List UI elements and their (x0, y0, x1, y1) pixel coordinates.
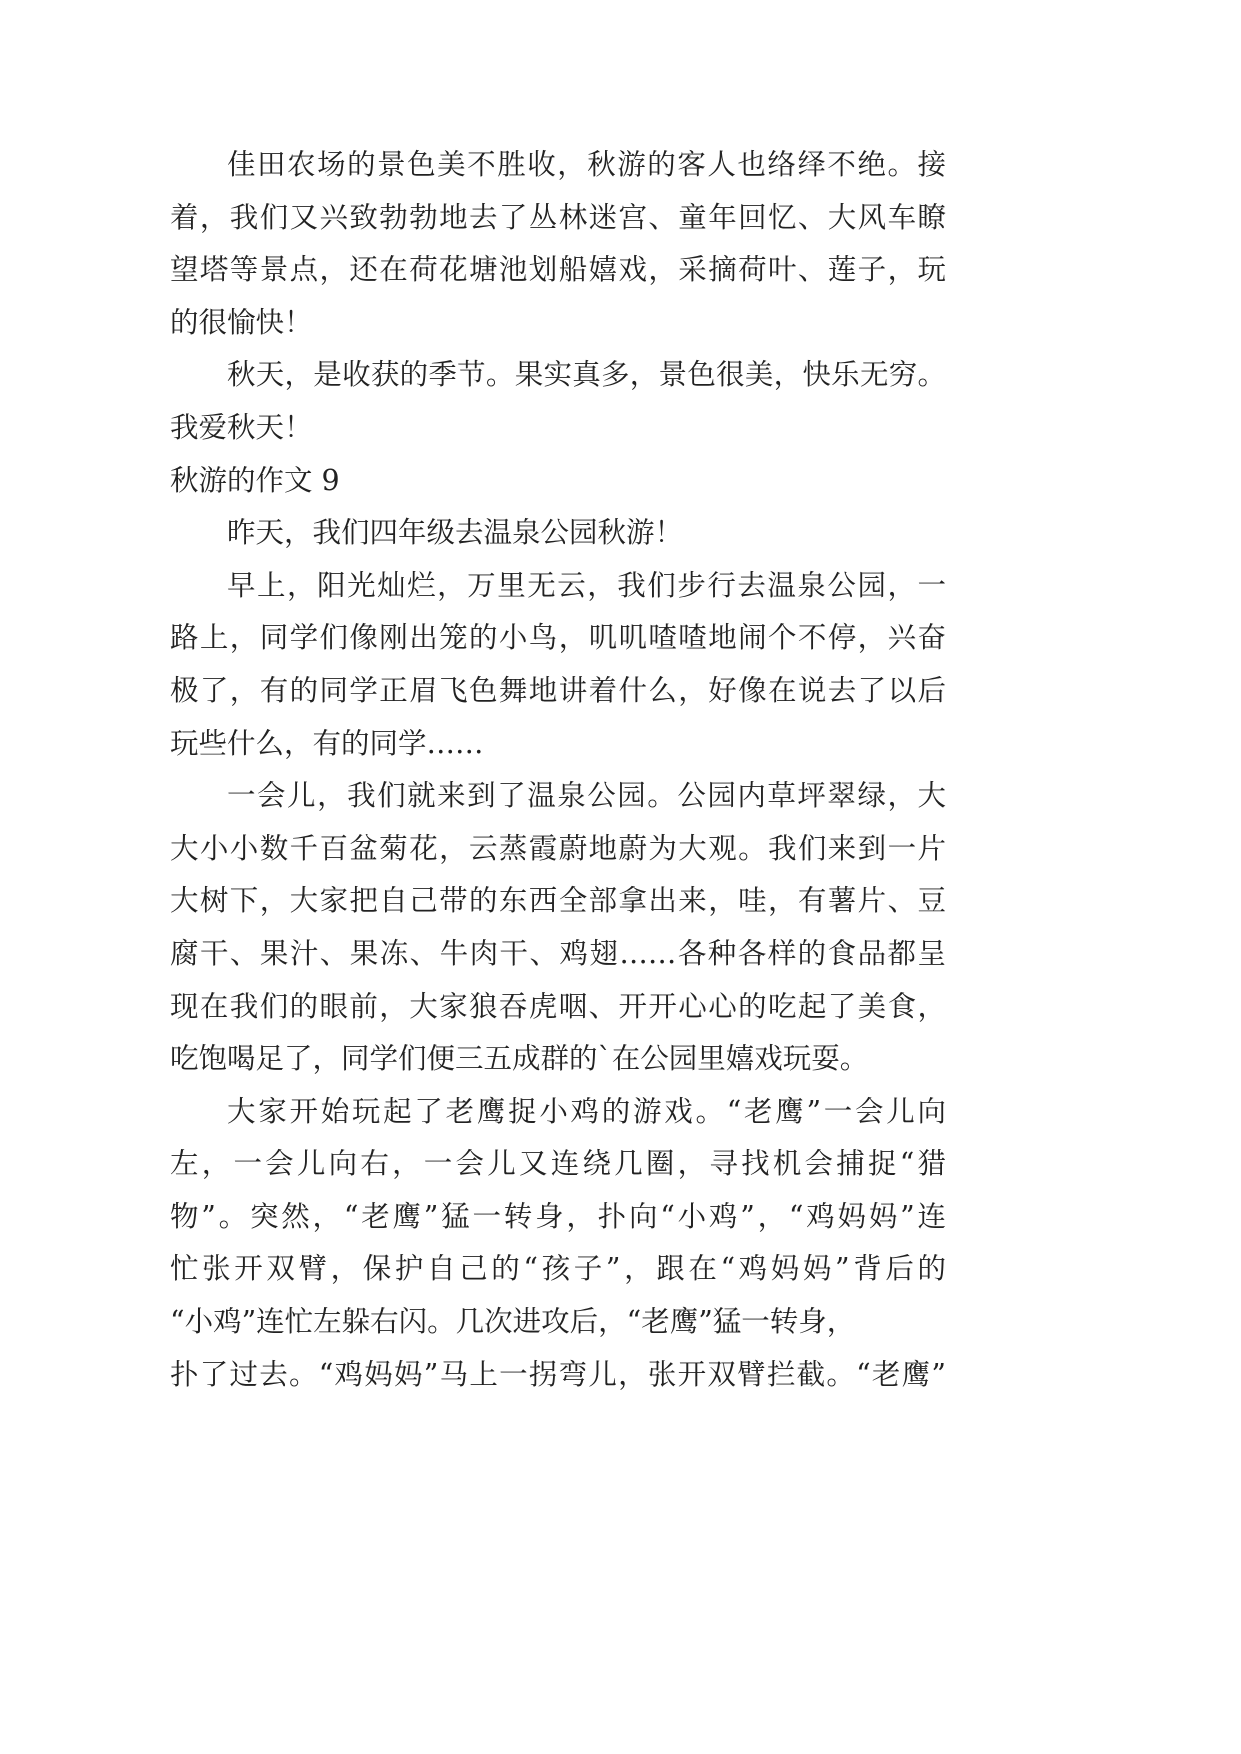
document-body (170, 139, 946, 1401)
text-line: 的很愉快！ (170, 305, 313, 339)
text-line: 佳田农场的景色美不胜收，秋游的客人也络绎不绝。接 (227, 148, 946, 181)
text-line: 左，一会儿向右，一会儿又连绕几圈，寻找机会捕捉“猎 (170, 1147, 946, 1181)
paragraph (170, 560, 946, 770)
paragraph (170, 139, 946, 349)
paragraph (170, 770, 946, 1086)
text-line: 吃饱喝足了，同学们便三五成群的`在公园里嬉戏玩耍。 (170, 1042, 869, 1076)
text-line: 忙张开双臂，保护自己的“孩子”，跟在“鸡妈妈”背后的 (170, 1252, 946, 1286)
text-line: 秋天，是收获的季节。果实真多，景色很美，快乐无穷。 (227, 358, 946, 392)
text-line: 极了，有的同学正眉飞色舞地讲着什么，好像在说去了以后 (170, 673, 946, 707)
text-line: 物”。突然，“老鹰”猛一转身，扑向“小鸡”，“鸡妈妈”连 (170, 1199, 946, 1233)
text-line: 一会儿，我们就来到了温泉公园。公园内草坪翠绿，大 (227, 779, 946, 813)
text-line: 扑了过去。“鸡妈妈”马上一拐弯儿，张开双臂拦截。“老鹰” (170, 1357, 946, 1391)
text-line: 昨天，我们四年级去温泉公园秋游！ (227, 516, 684, 550)
text-line: 现在我们的眼前，大家狼吞虎咽、开开心心的吃起了美食， (170, 989, 946, 1023)
text-line: 我爱秋天！ (170, 410, 313, 444)
text-line: 玩些什么，有的同学…… (170, 726, 484, 760)
text-line: “小鸡”连忙左躲右闪。几次进攻后，“老鹰”猛一转身， (170, 1305, 856, 1339)
text-line: 大小小数千百盆菊花，云蒸霞蔚地蔚为大观。我们来到一片 (170, 831, 946, 865)
text-line: 大家开始玩起了老鹰捉小鸡的游戏。“老鹰”一会儿向 (227, 1094, 946, 1128)
text-line: 望塔等景点，还在荷花塘池划船嬉戏，采摘荷叶、莲子，玩 (170, 253, 946, 287)
text-line: 腐干、果汁、果冻、牛肉干、鸡翅……各种各样的食品都呈 (170, 936, 946, 970)
paragraph (170, 1086, 946, 1402)
essay-title: 秋游的作文 9 (170, 463, 340, 497)
paragraph (170, 507, 946, 560)
text-line: 着，我们又兴致勃勃地去了丛林迷宫、童年回忆、大风车瞭 (170, 200, 946, 234)
text-line: 路上，同学们像刚出笼的小鸟，叽叽喳喳地闹个不停，兴奋 (170, 621, 946, 655)
text-line: 大树下，大家把自己带的东西全部拿出来，哇，有薯片、豆 (170, 884, 946, 918)
paragraph (170, 349, 946, 454)
text-line: 早上，阳光灿烂，万里无云，我们步行去温泉公园，一 (227, 568, 946, 602)
